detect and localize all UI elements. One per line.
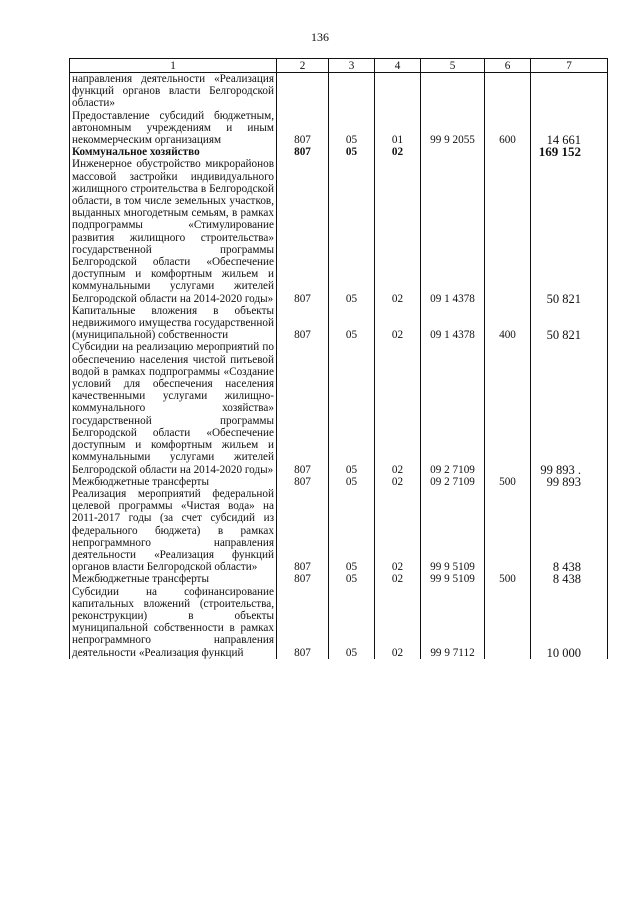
row-code-3: 05 — [329, 305, 375, 342]
column-header: 3 — [329, 59, 375, 73]
column-header: 6 — [485, 59, 531, 73]
row-code-4: 02 — [375, 146, 421, 158]
row-code-2: 807 — [277, 586, 329, 659]
table-row — [70, 488, 608, 573]
row-code-5: 09 1 4378 — [421, 158, 485, 304]
column-header: 7 — [531, 59, 608, 73]
row-amount: 8 438 — [531, 488, 608, 573]
table-row — [70, 73, 608, 147]
row-description: Межбюджетные трансферты — [70, 476, 277, 488]
row-code-4: 02 — [375, 158, 421, 304]
table-row — [70, 146, 608, 158]
row-code-3: 05 — [329, 488, 375, 573]
row-code-2: 807 — [277, 158, 329, 304]
row-description: Субсидии на софинансирование капитальных вложений (строительства, реконструкции) в объекты муниципальной собственности в рамках непрограммного направления деятельности «Реализация функций — [70, 586, 277, 659]
row-code-5: 99 9 5109 — [421, 573, 485, 585]
row-amount: 99 893 . — [531, 341, 608, 475]
row-amount: 8 438 — [531, 573, 608, 585]
row-amount: 169 152 — [531, 146, 608, 158]
row-description: Субсидии на реализацию мероприятий по обеспечению населения чистой питьевой водой в рамках подпрограммы «Создание условий для обеспечения населения качественными услугами жилищно-коммунального хозяйства» государственной программы Белгородской области «Обеспечение доступным и комфортным жильем и коммунальными услугами жителей Белгородской области на 2014-2020 годы» — [70, 341, 277, 475]
row-code-2: 807 — [277, 573, 329, 585]
row-amount: 50 821 — [531, 158, 608, 304]
row-code-4: 02 — [375, 476, 421, 488]
row-description: Капитальные вложения в объекты недвижимого имущества государственной (муниципальной) собственности — [70, 305, 277, 342]
row-code-4: 02 — [375, 488, 421, 573]
row-description: направления деятельности «Реализация функций органов власти Белгородской области» Предоставление субсидий бюджетным, автономным учреждениям и иным некоммерческим организациям — [70, 73, 277, 147]
row-code-6 — [485, 586, 531, 659]
row-code-6 — [485, 488, 531, 573]
budget-table — [69, 58, 608, 659]
row-code-6: 400 — [485, 305, 531, 342]
table-row — [70, 573, 608, 585]
row-code-5 — [421, 146, 485, 158]
row-code-3: 05 — [329, 341, 375, 475]
column-header: 4 — [375, 59, 421, 73]
table-header-row — [70, 59, 608, 73]
row-code-5: 09 1 4378 — [421, 305, 485, 342]
row-amount: 14 661 — [531, 73, 608, 147]
row-code-5: 99 9 7112 — [421, 586, 485, 659]
row-code-6 — [485, 341, 531, 475]
row-amount: 50 821 — [531, 305, 608, 342]
row-code-6 — [485, 146, 531, 158]
row-amount: 99 893 — [531, 476, 608, 488]
row-code-3: 05 — [329, 573, 375, 585]
row-description: Межбюджетные трансферты — [70, 573, 277, 585]
row-description: Коммунальное хозяйство — [70, 146, 277, 158]
table-row — [70, 305, 608, 342]
column-header: 2 — [277, 59, 329, 73]
table-row — [70, 476, 608, 488]
row-code-4: 01 — [375, 73, 421, 147]
row-code-2: 807 — [277, 73, 329, 147]
row-code-6: 500 — [485, 476, 531, 488]
page-number: 136 — [311, 30, 329, 44]
table-row — [70, 341, 608, 475]
row-code-6: 500 — [485, 573, 531, 585]
row-code-2: 807 — [277, 305, 329, 342]
row-code-4: 02 — [375, 341, 421, 475]
row-amount: 10 000 — [531, 586, 608, 659]
table-body — [70, 73, 608, 659]
row-code-6 — [485, 158, 531, 304]
column-header: 1 — [70, 59, 277, 73]
row-code-3: 05 — [329, 158, 375, 304]
row-code-5: 09 2 7109 — [421, 476, 485, 488]
row-code-3: 05 — [329, 476, 375, 488]
row-code-4: 02 — [375, 305, 421, 342]
row-code-3: 05 — [329, 146, 375, 158]
row-code-2: 807 — [277, 341, 329, 475]
row-description: Реализация мероприятий федеральной целевой программы «Чистая вода» на 2011-2017 годы (за счет субсидий из федерального бюджета) в рамках непрограммного направления деятельности «Реализация функций органов власти Белгородской области» — [70, 488, 277, 573]
row-code-4: 02 — [375, 573, 421, 585]
row-code-6: 600 — [485, 73, 531, 147]
row-code-3: 05 — [329, 586, 375, 659]
row-code-2: 807 — [277, 488, 329, 573]
row-code-2: 807 — [277, 146, 329, 158]
row-code-2: 807 — [277, 476, 329, 488]
table-row — [70, 158, 608, 304]
row-code-5: 99 9 2055 — [421, 73, 485, 147]
column-header: 5 — [421, 59, 485, 73]
row-code-5: 99 9 5109 — [421, 488, 485, 573]
table-row — [70, 586, 608, 659]
row-description: Инженерное обустройство микрорайонов массовой застройки индивидуального жилищного строительства в Белгородской области, в том числе земельных участков, выданных многодетным семьям, в рамках подпрограммы «Стимулирование развития жилищного строительства» государственной программы Белгородской области «Обеспечение доступным и комфортным жильем и коммунальными услугами жителей Белгородской области на 2014-2020 годы» — [70, 158, 277, 304]
row-code-4: 02 — [375, 586, 421, 659]
row-code-3: 05 — [329, 73, 375, 147]
row-code-5: 09 2 7109 — [421, 341, 485, 475]
